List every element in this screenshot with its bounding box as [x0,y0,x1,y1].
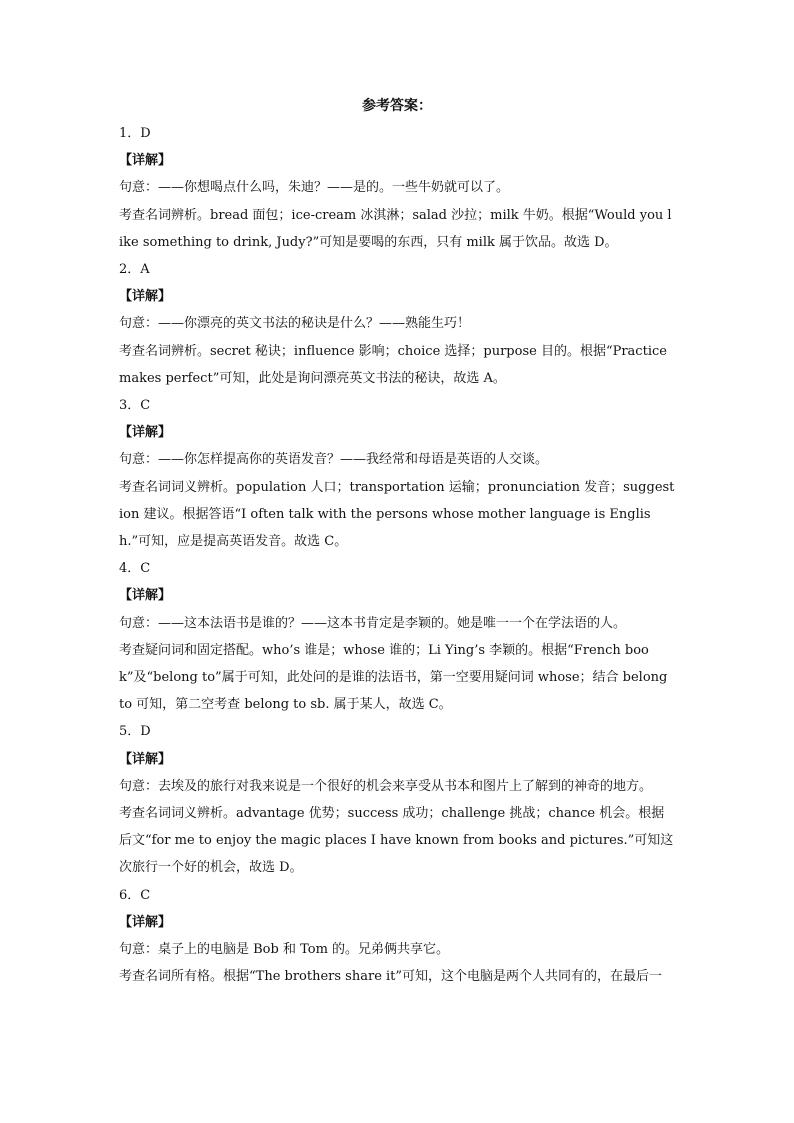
detail-heading: 【详解】 [119,425,172,441]
answer-number: 5．D [119,724,151,740]
explanation-text: 考查名词辨析。secret 秘诀；influence 影响；choice 选择；purpose 目的。根据“Practice makes perfect”可知，此处是询问漂亮英文书法的秘诀，故选 A。 [119,343,667,386]
answer-number: 2．A [119,262,150,278]
detail-heading: 【详解】 [119,588,172,604]
answer-item-2 [119,256,675,392]
sentence-meaning: 句意：去埃及的旅行对我来说是一个很好的机会来享受从书本和图片上了解到的神奇的地方。 [119,778,653,794]
sentence-meaning: 句意：桌子上的电脑是 Bob 和 Tom 的。兄弟俩共享它。 [119,942,450,958]
explanation-text: 考查名词词义辨析。population 人口；transportation 运输；pronunciation 发音；suggestion 建议。根据答语“I often talk with the persons whose mother language is English.”可知，应是提高英语发音。故选 C。 [119,479,675,550]
detail-heading: 【详解】 [119,289,172,305]
sentence-meaning: 句意：——你怎样提高你的英语发音？——我经常和母语是英语的人交谈。 [119,452,549,468]
detail-heading: 【详解】 [119,914,172,930]
answer-item-1 [119,120,675,256]
sentence-meaning: 句意：——你想喝点什么吗，朱迪？——是的。一些牛奶就可以了。 [119,180,510,196]
page-title: 参考答案： [362,98,432,114]
answer-number: 6．C [119,887,151,903]
sentence-meaning: 句意：——你漂亮的英文书法的秘诀是什么？——熟能生巧！ [119,316,471,332]
detail-heading: 【详解】 [119,751,172,767]
answer-number: 4．C [119,561,151,577]
answer-number: 1．D [119,126,151,141]
explanation-text: 考查名词所有格。根据“The brothers share it”可知，这个电脑是两个人共同有的，在最后一 [119,969,663,985]
detail-heading: 【详解】 [119,153,172,169]
answer-item-4 [119,555,675,718]
explanation-text: 考查名词辨析。bread 面包；ice-cream 冰淇淋；salad 沙拉；milk 牛奶。根据“Would you like something to drink, Judy?”可知是要喝的东西，只有 milk 属于饮品。故选 D。 [119,207,672,250]
answer-item-5 [119,718,675,881]
answer-item-3 [119,392,675,555]
answer-number: 3．C [119,398,151,414]
answer-list [119,120,675,991]
explanation-text: 考查疑问词和固定搭配。who’s 谁是；whose 谁的；Li Ying’s 李颖的。根据“French book”及“belong to”属于可知，此处问的是谁的法语书，第一空要用疑问词 whose；结合 belong to 可知，第二空考查 belong to sb. 属于某人，故选 C。 [119,642,668,713]
explanation-text: 考查名词词义辨析。advantage 优势；success 成功；challenge 挑战；chance 机会。根据后文“for me to enjoy the magic places I have known from books and pictures.”可知这次旅行一个好的机会，故选 D。 [119,806,674,876]
answer-item-6 [119,882,675,991]
sentence-meaning: 句意：——这本法语书是谁的？——这本书肯定是李颖的。她是唯一一个在学法语的人。 [119,615,627,631]
